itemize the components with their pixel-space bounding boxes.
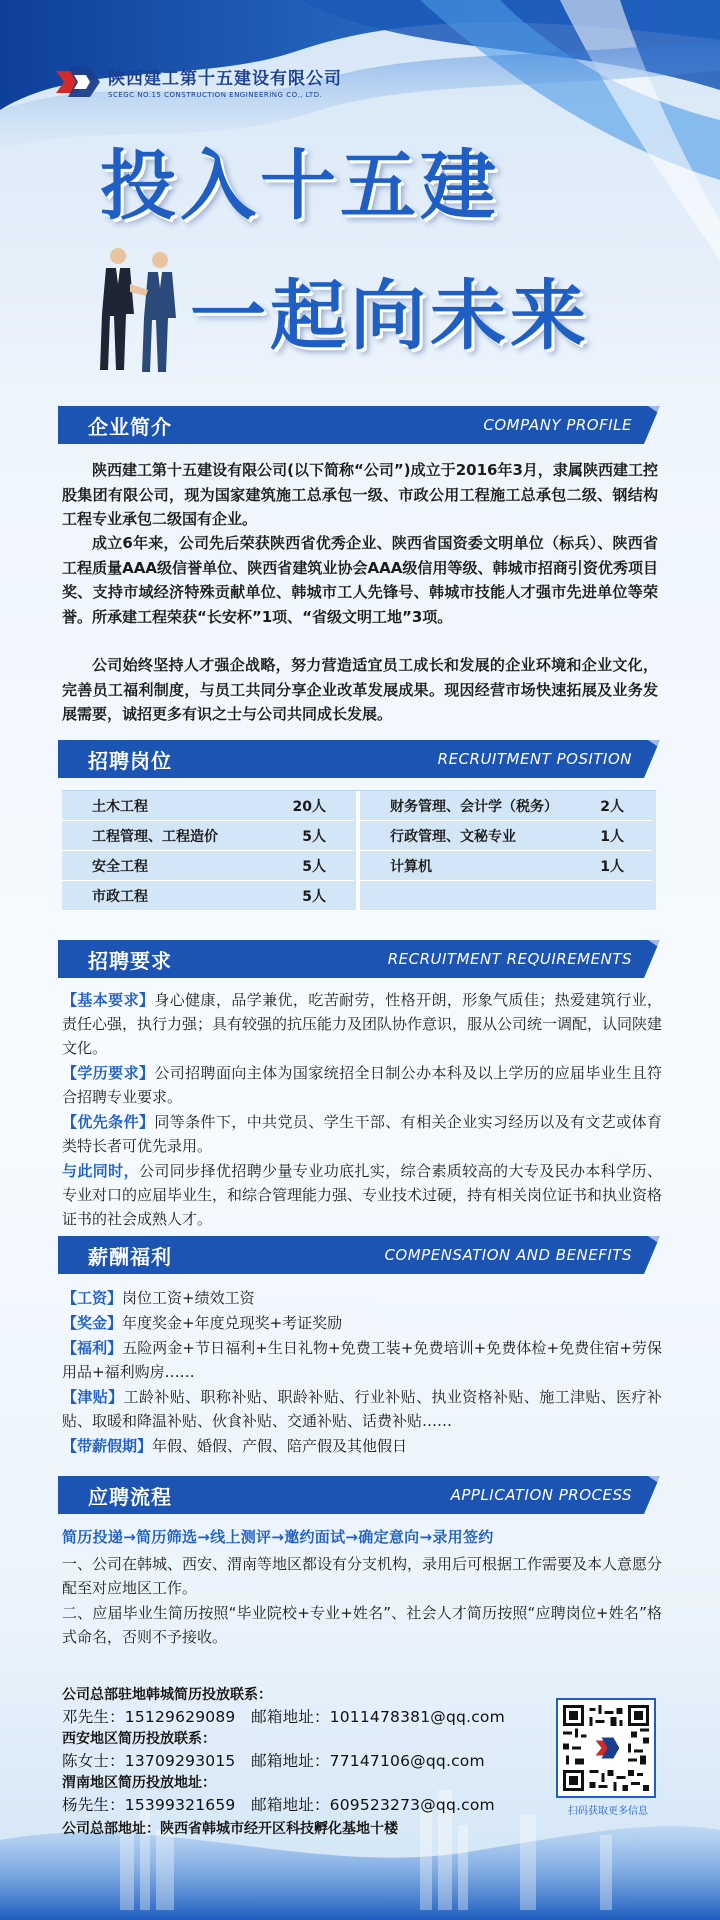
position-count: 2人 bbox=[600, 798, 624, 815]
company-logo-icon bbox=[56, 65, 100, 99]
benefit-item bbox=[62, 1336, 662, 1384]
section-title-en: COMPENSATION AND BENEFITS bbox=[384, 1246, 632, 1264]
position-count: 5人 bbox=[302, 828, 326, 845]
section-title-en: RECRUITMENT REQUIREMENTS bbox=[387, 950, 632, 968]
position-row bbox=[360, 821, 652, 851]
section-title-cn: 招聘要求 bbox=[88, 948, 172, 973]
xian-contact-label: 西安地区简历投放联系： bbox=[62, 1731, 216, 1747]
positions-column-left bbox=[62, 791, 354, 911]
requirement-item bbox=[62, 988, 662, 1060]
process-notes bbox=[62, 1552, 662, 1650]
requirement-text: 公司同步择优招聘少量专业功底扎实，综合素质较高的大专及民办本科学历、专业对口的应届毕业生，和综合管理能力强、专业技术过硬，持有相关岗位证书和执业资格证书的社会成熟人才。 bbox=[62, 1162, 663, 1228]
benefit-text: 工龄补贴、职称补贴、职龄补贴、行业补贴、执业资格补贴、施工津贴、医疗补贴、取暖和降温补贴、伙食补贴、交通补贴、话费补贴…… bbox=[62, 1388, 662, 1430]
section-header-application-process bbox=[58, 1476, 660, 1514]
profile-paragraph-3: 公司始终坚持人才强企战略，努力营造适宜员工成长和发展的企业环境和企业文化，完善员工福利制度，与员工共同分享企业改革发展成果。现因经营市场快速拓展及业务发展需要，诚招更多有识之士与公司共同成长发展。 bbox=[62, 656, 658, 723]
position-count: 20人 bbox=[292, 798, 326, 815]
position-row bbox=[62, 851, 354, 881]
handshake-people-illustration bbox=[96, 244, 186, 374]
process-note: 一、公司在韩城、西安、渭南等地区都设有分支机构，录用后可根据工作需要及本人意愿分配至对应地区工作。 bbox=[62, 1555, 663, 1597]
hq-contact[interactable]: 邓先生：15129629089 邮箱地址：1011478381@qq.com bbox=[62, 1708, 505, 1726]
profile-paragraph-1: 陕西建工第十五建设有限公司(以下简称“公司”)成立于2016年3月，隶属陕西建工控股集团有限公司，现为国家建筑施工总承包一级、市政公用工程施工总承包二级、钢结构工程专业承包二级国有企业。 bbox=[62, 461, 658, 528]
requirement-text: 公司招聘面向主体为国家统招全日制公办本科及以上学历的应届毕业生且符合招聘专业要求。 bbox=[62, 1064, 662, 1106]
company-logo bbox=[56, 64, 342, 99]
position-row-empty bbox=[360, 881, 652, 911]
headline-line-1: 投入十五建 bbox=[100, 141, 500, 230]
weinan-contact[interactable]: 杨先生：15399321659 邮箱地址：609523273@qq.com bbox=[62, 1796, 495, 1814]
process-note: 二、应届毕业生简历按照“毕业院校+专业+姓名”、社会人才简历按照“应聘岗位+姓名”格式命名，否则不予接收。 bbox=[62, 1604, 662, 1646]
position-count: 1人 bbox=[600, 858, 624, 875]
benefit-tag: 【工资】 bbox=[62, 1289, 123, 1307]
section-title-en: RECRUITMENT POSITION bbox=[437, 750, 632, 768]
benefit-tag: 【津贴】 bbox=[62, 1388, 124, 1406]
company-name-en: SCEGC NO.15 CONSTRUCTION ENGINEERING CO., LTD. bbox=[108, 91, 323, 99]
qr-code-icon bbox=[563, 1705, 649, 1791]
company-name-cn: 陕西建工第十五建设有限公司 bbox=[108, 69, 342, 89]
section-header-recruitment-position bbox=[58, 740, 660, 778]
position-name: 计算机 bbox=[390, 858, 432, 875]
position-name: 安全工程 bbox=[92, 858, 148, 875]
requirement-text: 同等条件下，中共党员、学生干部、有相关企业实习经历以及有文艺或体育类特长者可优先录用。 bbox=[62, 1113, 662, 1155]
requirement-tag: 【优先条件】 bbox=[62, 1113, 155, 1131]
position-row bbox=[62, 821, 354, 851]
section-header-compensation bbox=[58, 1236, 660, 1274]
benefits-list bbox=[62, 1286, 662, 1459]
requirement-text: 身心健康，品学兼优，吃苦耐劳，性格开朗，形象气质佳；热爱建筑行业，责任心强，执行力强；具有较强的抗压能力及团队协作意识，服从公司统一调配，认同陕建文化。 bbox=[62, 991, 663, 1057]
contact-info bbox=[62, 1684, 532, 1840]
position-name: 工程管理、工程造价 bbox=[92, 828, 218, 845]
positions-column-right bbox=[360, 791, 652, 911]
profile-paragraph-2: 成立6年来，公司先后荣获陕西省优秀企业、陕西省国资委文明单位（标兵）、陕西省工程质量AAA级信誉单位、陕西省建筑业协会AAA级信用等级、韩城市招商引资优秀项目奖、支持市域经济特殊贡献单位、韩城市工人先锋号、韩城市技能人才强市先进单位等荣誉。所承建工程荣获“长安杯”1项、“省级文明工地”3项。 bbox=[62, 534, 658, 626]
position-count: 1人 bbox=[600, 828, 624, 845]
benefit-item bbox=[62, 1311, 662, 1335]
xian-contact[interactable]: 陈女士：13709293015 邮箱地址：77147106@qq.com bbox=[62, 1752, 485, 1770]
qr-code[interactable] bbox=[556, 1698, 656, 1798]
section-title-cn: 招聘岗位 bbox=[88, 748, 172, 773]
section-title-cn: 薪酬福利 bbox=[88, 1244, 172, 1269]
position-name: 行政管理、文秘专业 bbox=[390, 828, 516, 845]
position-name: 市政工程 bbox=[92, 888, 148, 905]
benefit-item bbox=[62, 1286, 662, 1310]
qr-code-block[interactable] bbox=[556, 1698, 660, 1817]
benefit-text: 五险两金+节日福利+生日礼物+免费工装+免费培训+免费体检+免费住宿+劳保用品+福利购房…… bbox=[62, 1339, 662, 1381]
requirement-item bbox=[62, 1061, 662, 1109]
requirement-tag: 【学历要求】 bbox=[62, 1064, 155, 1082]
requirement-tag: 【基本要求】 bbox=[62, 991, 155, 1009]
position-row bbox=[360, 851, 652, 881]
position-row bbox=[62, 881, 354, 911]
position-count: 5人 bbox=[302, 858, 326, 875]
positions-table bbox=[62, 790, 656, 910]
benefit-tag: 【带薪假期】 bbox=[62, 1437, 153, 1455]
section-title-cn: 应聘流程 bbox=[88, 1484, 172, 1509]
position-name: 土木工程 bbox=[92, 798, 148, 815]
benefit-item bbox=[62, 1434, 662, 1458]
hq-address: 公司总部地址：陕西省韩城市经开区科技孵化基地十楼 bbox=[62, 1821, 398, 1837]
benefit-tag: 【福利】 bbox=[62, 1339, 123, 1357]
position-row bbox=[360, 791, 652, 821]
requirement-item bbox=[62, 1159, 662, 1231]
benefit-item bbox=[62, 1385, 662, 1433]
section-title-cn: 企业简介 bbox=[88, 414, 172, 439]
process-flow: 简历投递→简历筛选→线上测评→邀约面试→确定意向→录用签约 bbox=[62, 1528, 494, 1546]
requirements-list bbox=[62, 988, 662, 1232]
section-header-company-profile bbox=[58, 406, 660, 444]
benefit-text: 年假、婚假、产假、陪产假及其他假日 bbox=[152, 1437, 408, 1455]
requirement-tag: 与此同时， bbox=[62, 1162, 139, 1180]
headline-line-2: 一起向未来 bbox=[190, 271, 590, 360]
section-header-recruitment-requirements bbox=[58, 940, 660, 978]
weinan-contact-label: 渭南地区简历投放地址： bbox=[62, 1775, 216, 1791]
benefit-text: 岗位工资+绩效工资 bbox=[122, 1289, 255, 1307]
benefit-text: 年度奖金+年度兑现奖+考证奖励 bbox=[122, 1314, 343, 1332]
position-name: 财务管理、会计学（税务） bbox=[390, 798, 558, 815]
qr-caption: 扫码获取更多信息 bbox=[568, 1806, 648, 1817]
section-title-en: COMPANY PROFILE bbox=[483, 416, 632, 434]
position-row bbox=[62, 791, 354, 821]
hq-contact-label: 公司总部驻地韩城简历投放联系： bbox=[62, 1687, 272, 1703]
benefit-tag: 【奖金】 bbox=[62, 1314, 123, 1332]
position-count: 5人 bbox=[302, 888, 326, 905]
section-title-en: APPLICATION PROCESS bbox=[450, 1486, 632, 1504]
requirement-item bbox=[62, 1110, 662, 1158]
